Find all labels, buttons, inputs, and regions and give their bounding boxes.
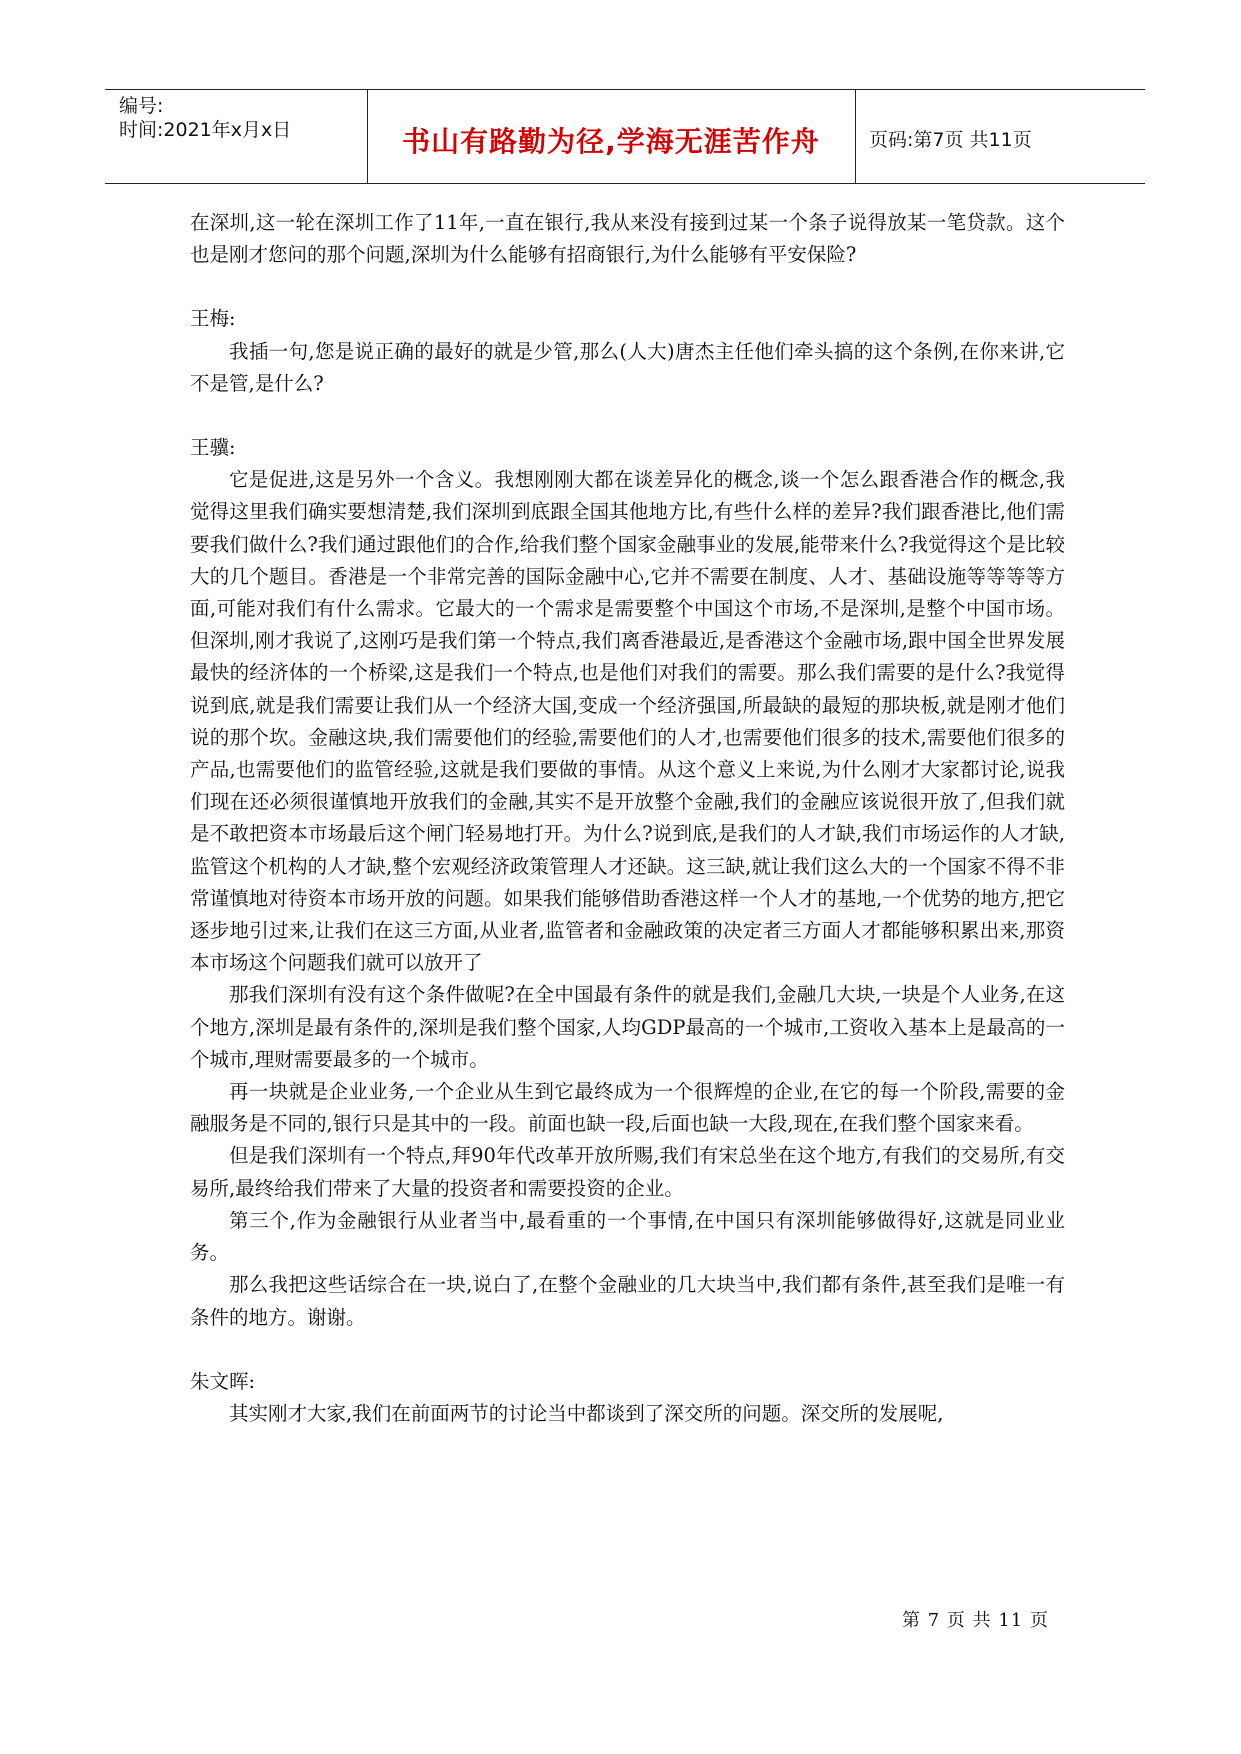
header-motto: 书山有路勤为径,学海无涯苦作舟	[402, 125, 820, 158]
speaker-or-text-line: 王梅:	[190, 307, 236, 331]
header-cell-motto	[367, 90, 856, 183]
speaker-or-text-line: 王骥:	[190, 436, 236, 460]
body-paragraph: 第三个,作为金融银行从业者当中,最看重的一个事情,在中国只有深圳能够做得好,这就是同业业务。	[190, 1208, 1065, 1265]
header-page-label: 页码:第7页 共11页	[869, 129, 1032, 151]
body-paragraph: 那么我把这些话综合在一块,说白了,在整个金融业的几大块当中,我们都有条件,甚至我们是唯一有条件的地方。谢谢。	[190, 1273, 1065, 1329]
body-paragraph: 那我们深圳有没有这个条件做呢?在全中国最有条件的就是我们,金融几大块,一块是个人业务,在这个地方,深圳是最有条件的,深圳是我们整个国家,人均GDP最高的一个城市,工资收入基本上是最高的一个城市,理财需要最多的一个城市。	[190, 983, 1065, 1071]
speaker-or-text-line: 在深圳,这一轮在深圳工作了11年,一直在银行,我从来没有接到过某一个条子说得放某一笔贷款。这个也是刚才您问的那个问题,深圳为什么能够有招商银行,为什么能够有平安保险?	[190, 211, 1065, 267]
document-time-label: 时间:2021年x月x日	[119, 119, 292, 141]
document-number-label: 编号:	[119, 95, 164, 117]
body-paragraph: 我插一句,您是说正确的最好的就是少管,那么(人大)唐杰主任他们牵头搞的这个条例,在你来讲,它不是管,是什么?	[190, 339, 1065, 395]
document-body	[190, 207, 1065, 1430]
body-paragraph: 它是促进,这是另外一个含义。我想刚刚大都在谈差异化的概念,谈一个怎么跟香港合作的概念,我觉得这里我们确实要想清楚,我们深圳到底跟全国其他地方比,有些什么样的差异?我们跟香港比,他们需要我们做什么?我们通过跟他们的合作,给我们整个国家金融事业的发展,能带来什么?我觉得这个是比较大的几个题目。香港是一个非常完善的国际金融中心,它并不需要在制度、人才、基础设施等等等等方面,可能对我们有什么需求。它最大的一个需求是需要整个中国这个市场,不是深圳,是整个中国市场。但深圳,刚才我说了,这刚巧是我们第一个特点,我们离香港最近,是香港这个金融市场,跟中国全世界发展最快的经济体的一个桥梁,这是我们一个特点,也是他们对我们的需要。那么我们需要的是什么?我觉得说到底,就是我们需要让我们从一个经济大国,变成一个经济强国,所最缺的最短的那块板,就是刚才他们说的那个坎。金融这块,我们需要他们的经验,需要他们的人才,也需要他们很多的技术,需要他们很多的产品,也需要他们的监管经验,这就是我们要做的事情。从这个意义上来说,为什么刚才大家都讨论,说我们现在还必须很谨慎地开放我们的金融,其实不是开放整个金融,我们的金融应该说很开放了,但我们就是不敢把资本市场最后这个闸门轻易地打开。为什么?说到底,是我们的人才缺,我们市场运作的人才缺,监管这个机构的人才缺,整个宏观经济政策管理人才还缺。这三缺,就让我们这么大的一个国家不得不非常谨慎地对待资本市场开放的问题。如果我们能够借助香港这样一个人才的基地,一个优势的地方,把它逐步地引过来,让我们在这三方面,从业者,监管者和金融政策的决定者三方面人才都能够积累出来,那资本市场这个问题我们就可以放开了	[190, 468, 1065, 975]
header-cell-info	[105, 90, 368, 183]
paragraph-spacer	[190, 1334, 1065, 1366]
body-paragraph: 再一块就是企业业务,一个企业从生到它最终成为一个很辉煌的企业,在它的每一个阶段,需要的金融服务是不同的,银行只是其中的一段。前面也缺一段,后面也缺一大段,现在,在我们整个国家来看。	[190, 1080, 1065, 1136]
page-footer: 第 7 页 共 11 页	[902, 1610, 1049, 1631]
body-paragraph: 但是我们深圳有一个特点,拜90年代改革开放所赐,我们有宋总坐在这个地方,有我们的交易所,有交易所,最终给我们带来了大量的投资者和需要投资的企业。	[190, 1144, 1065, 1200]
header-cell-page	[855, 90, 1145, 183]
body-paragraph: 其实刚才大家,我们在前面两节的讨论当中都谈到了深交所的问题。深交所的发展呢,	[229, 1401, 944, 1425]
paragraph-spacer	[190, 400, 1065, 432]
paragraph-spacer	[190, 271, 1065, 303]
speaker-or-text-line: 朱文晖:	[190, 1369, 256, 1393]
header-table	[105, 89, 1145, 184]
